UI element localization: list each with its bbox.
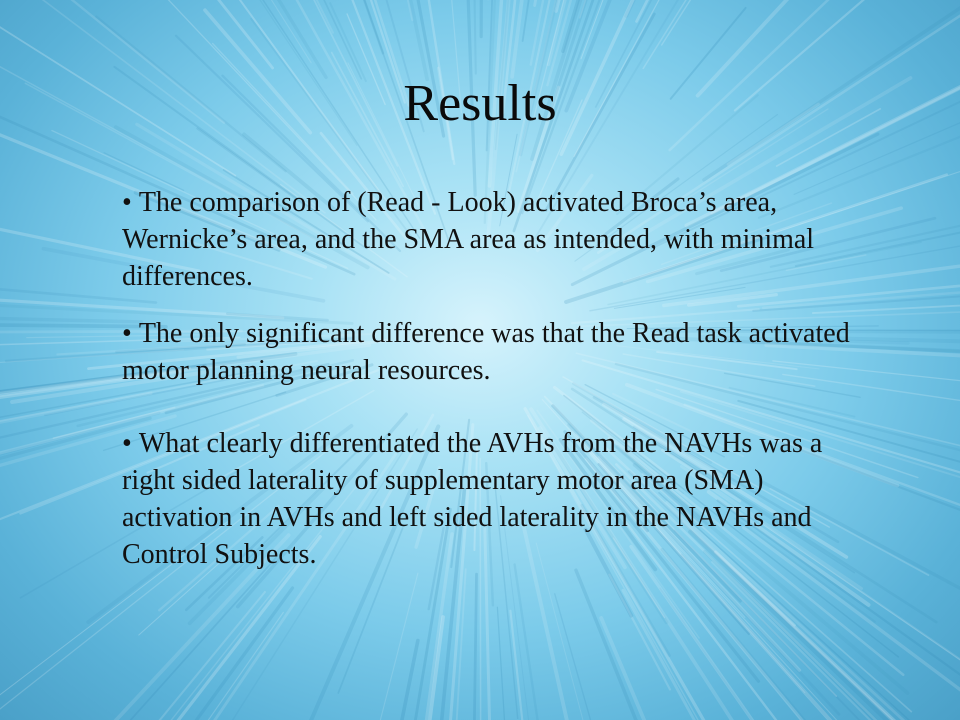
background-streak <box>535 0 554 6</box>
bullet-item <box>122 315 862 389</box>
bullet-text: The comparison of (Read - Look) activated Broca’s area, Wernicke’s area, and the SMA area as intended, with minimal differences. <box>122 187 815 292</box>
slide-title: Results <box>403 75 557 132</box>
bullet-marker: • <box>122 187 132 218</box>
background-streak <box>481 0 482 37</box>
background-streak <box>42 612 283 720</box>
background-streak <box>469 574 476 720</box>
bullet-marker: • <box>122 428 132 459</box>
background-streak <box>115 0 326 77</box>
background-streak <box>163 0 361 79</box>
background-streak <box>0 318 141 321</box>
bullet-text: The only significant difference was that the Read task activated motor planning neural resources. <box>122 318 850 386</box>
background-streak <box>359 641 418 720</box>
background-streak <box>637 0 680 21</box>
bullet-marker: • <box>122 318 132 349</box>
background-streak <box>643 0 795 68</box>
bullet-list <box>122 184 862 593</box>
bullet-item <box>122 184 862 295</box>
bullet-item <box>122 425 862 573</box>
bullet-text: What clearly differentiated the AVHs from the NAVHs was a right sided laterality of supplementary motor area (SMA) activation in AVHs and left sided laterality in the NAVHs and Control Subjects. <box>122 428 823 570</box>
